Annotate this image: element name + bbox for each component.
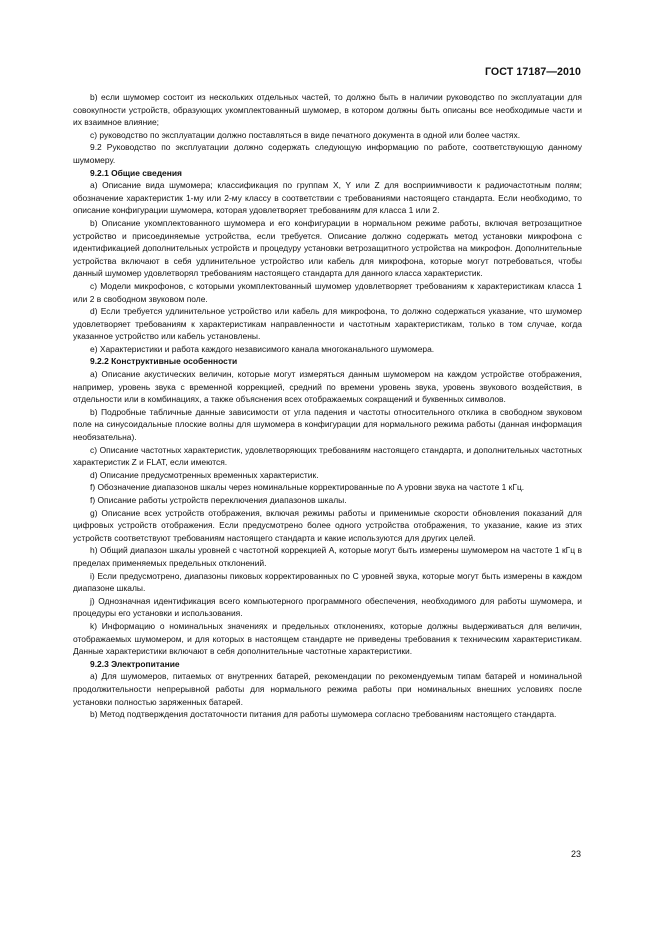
document-code-header: ГОСТ 17187—2010 — [484, 66, 581, 78]
paragraph: f) Описание работы устройств переключения диапазонов шкалы. — [90, 495, 347, 505]
paragraph: b) Описание укомплектованного шумомера и его конфигурации в нормальном режиме работы, включая ветрозащитное устройство и присоединяемые устройства, если требуется. Описание должно содержать метод установки микрофона с идентификацией дополнительных устройств и процедуру установки ветрозащитного устройства на микрофон. Дополнительные устройства включают в себя удлинительное устройство или кабель для микрофона, которые могут потребоваться, чтобы данный шумомер удовлетворял требованиям настоящего стандарта для данного класса характеристик. — [73, 217, 582, 279]
paragraph: j) Однозначная идентификация всего компьютерного программного обеспечения, необходимого для работы шумомера, и процедуры его установки и использования. — [73, 595, 582, 619]
paragraph: e) Характеристики и работа каждого независимого канала многоканального шумомера. — [90, 343, 435, 354]
paragraph: i) Если предусмотрено, диапазоны пиковых корректированных по C уровней звука, которые могут быть измерены в каждом диапазоне шкалы. — [73, 570, 582, 594]
section-heading: 9.2.2 Конструктивные особенности — [90, 356, 238, 367]
paragraph: a) Описание акустических величин, которые могут измеряться данным шумомером на каждом устройстве отображения, например, уровень звука с временной коррекцией, средний по времени уровень звука, уровень звукового воздействия, в отдельности или в комбинациях, а также объяснения всех отображаемых сокращений и буквенных символов. — [73, 369, 582, 405]
paragraph: a) Для шумомеров, питаемых от внутренних батарей, рекомендации по рекомендуемым типам батарей и номинальной продолжительности непрерывной работы для нормального режима работы при номинальных внешних условиях после установки полностью заряженных батарей. — [73, 671, 582, 707]
paragraph: a) Описание вида шумомера; классификация по группам X, Y или Z для восприимчивости к радиочастотным полям; обозначение характеристик 1-му или 2-му классу в соответствии с требованиями настоящего стандарта. Если необходимо, то описание конфигурации шумомера, которая удовлетворяет требованиям для класса 1 или 2. — [73, 180, 582, 216]
page-number: 23 — [570, 849, 581, 859]
paragraph: h) Общий диапазон шкалы уровней с частотной коррекцией A, которые могут быть измерены шумомером на частоте 1 кГц в пределах применяемых предельных отклонений. — [73, 545, 582, 568]
paragraph: d) Если требуется удлинительное устройство или кабель для микрофона, то должно содержаться указание, что шумомер удовлетворяет требованиям к характеристикам направленности и частотным характеристикам, только в том случае, когда указанное устройство или кабель установлены. — [73, 306, 582, 342]
paragraph: b) Подробные табличные данные зависимости от угла падения и частоты относительного отклика в свободном звуковом поле на синусоидальные плоские волны для шумомера в конфигурации для нормального режима работы (данная информация необязательна). — [73, 406, 582, 443]
section-heading: 9.2.3 Электропитание — [90, 658, 180, 669]
paragraph: 9.2 Руководство по эксплуатации должно содержать следующую информацию по работе, соответствующую данному шумомеру. — [73, 142, 582, 165]
paragraph: b) Метод подтверждения достаточности питания для работы шумомера согласно требованиям настоящего стандарта. — [90, 709, 557, 720]
paragraph: c) Модели микрофонов, с которыми укомплектованный шумомер удовлетворяет требованиям к характеристикам класса 1 или 2 в свободном звуковом поле. — [73, 280, 582, 304]
paragraph: f) Обозначение диапазонов шкалы через номинальные корректированные по A уровни звука на частоте 1 кГц. — [90, 482, 525, 493]
paragraph: c) руководство по эксплуатации должно поставляться в виде печатного документа в одной или более частях. — [90, 129, 521, 140]
paragraph: b) если шумомер состоит из нескольких отдельных частей, то должно быть в наличии руководство по эксплуатации для совокупности устройств, образующих укомплектованный шумомер, в котором должны быть описаны все необходимые части и их взаимное влияние; — [73, 92, 582, 128]
paragraph: c) Описание частотных характеристик, удовлетворяющих требованиям настоящего стандарта, и дополнительных частотных характеристик Z и FLAT, если имеются. — [73, 444, 582, 468]
paragraph: d) Описание предусмотренных временных характеристик. — [90, 469, 319, 480]
document-body — [73, 91, 582, 721]
paragraph: k) Информацию о номинальных значениях и предельных отклонениях, которые должны выдерживаться для величин, отображаемых шумомером, и для которых в настоящем стандарте не приведены требования к техническим характеристикам. Данные характеристики включают в себя дополнительные частотные характеристики. — [73, 620, 582, 657]
paragraph: g) Описание всех устройств отображения, включая режимы работы и применимые скорости обновления показаний для цифровых устройств отображения. Если предусмотрено более одного устройства отображения, то указание, какие из этих устройств соответствуют требованиям настоящего стандарта и какие используются для других целей. — [73, 507, 582, 543]
section-heading: 9.2.1 Общие сведения — [90, 167, 182, 178]
